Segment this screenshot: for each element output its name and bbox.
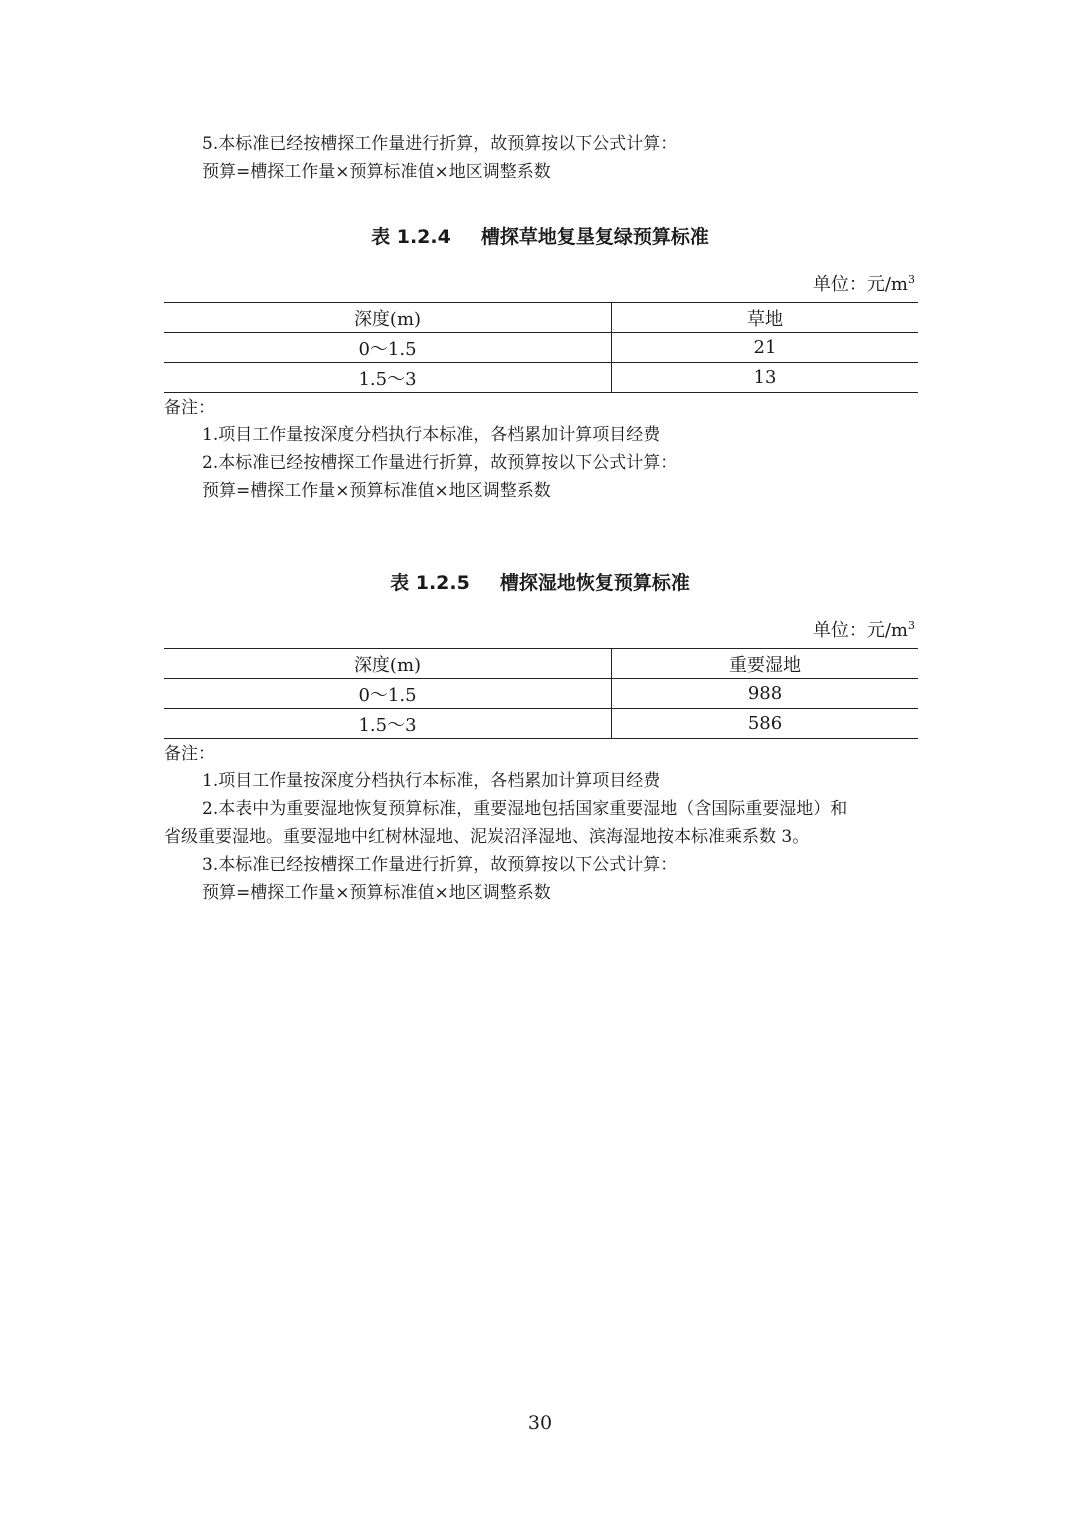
- table-number: 表 1.2.5: [390, 572, 470, 594]
- table-header-row: [164, 649, 918, 679]
- note-item: 2.本表中为重要湿地恢复预算标准，重要湿地包括国家重要湿地（含国际重要湿地）和: [202, 799, 848, 819]
- row-depth: 1.5～3: [164, 709, 612, 739]
- header-depth: 深度(m): [164, 303, 612, 333]
- row-value: 13: [612, 363, 919, 393]
- table-row: [164, 709, 918, 739]
- intro-note-5: 5.本标准已经按槽探工作量进行折算，故预算按以下公式计算：: [202, 134, 678, 154]
- table-1-2-5-title: [0, 570, 1080, 596]
- table-caption: 槽探草地复垦复绿预算标准: [480, 226, 709, 248]
- note-item: 3.本标准已经按槽探工作量进行折算，故预算按以下公式计算：: [202, 855, 678, 875]
- table-1-2-4-unit: [813, 268, 915, 297]
- table-1-2-4-title: [0, 224, 1080, 250]
- header-wetland: 重要湿地: [612, 649, 919, 679]
- row-value: 586: [612, 709, 919, 739]
- note-item: 1.项目工作量按深度分档执行本标准，各档累加计算项目经费: [202, 771, 661, 791]
- row-value: 21: [612, 333, 919, 363]
- note-item: 1.项目工作量按深度分档执行本标准，各档累加计算项目经费: [202, 425, 661, 445]
- header-grassland: 草地: [612, 303, 919, 333]
- unit-superscript: 3: [908, 619, 915, 632]
- unit-label: 单位：元/m: [812, 274, 908, 295]
- row-depth: 0～1.5: [164, 679, 612, 709]
- unit-superscript: 3: [908, 273, 915, 286]
- header-depth: 深度(m): [164, 649, 612, 679]
- table-number: 表 1.2.4: [371, 226, 451, 248]
- intro-formula: 预算=槽探工作量×预算标准值×地区调整系数: [202, 162, 551, 182]
- table-1-2-4: [164, 302, 918, 393]
- notes-label: 备注：: [164, 744, 215, 764]
- table-1-2-5: [164, 648, 918, 739]
- unit-label: 单位：元/m: [812, 620, 908, 641]
- row-value: 988: [612, 679, 919, 709]
- table-row: [164, 363, 918, 393]
- notes-label: 备注：: [164, 398, 215, 418]
- table-row: [164, 333, 918, 363]
- table-row: [164, 679, 918, 709]
- row-depth: 1.5～3: [164, 363, 612, 393]
- row-depth: 0～1.5: [164, 333, 612, 363]
- note-item: 2.本标准已经按槽探工作量进行折算，故预算按以下公式计算：: [202, 453, 678, 473]
- note-formula: 预算=槽探工作量×预算标准值×地区调整系数: [202, 481, 551, 501]
- note-item-continuation: 省级重要湿地。重要湿地中红树林湿地、泥炭沼泽湿地、滨海湿地按本标准乘系数 3。: [164, 827, 810, 847]
- table-caption: 槽探湿地恢复预算标准: [499, 572, 690, 594]
- table-header-row: [164, 303, 918, 333]
- note-formula: 预算=槽探工作量×预算标准值×地区调整系数: [202, 883, 551, 903]
- page-number: 30: [527, 1412, 553, 1434]
- table-1-2-5-unit: [813, 614, 915, 643]
